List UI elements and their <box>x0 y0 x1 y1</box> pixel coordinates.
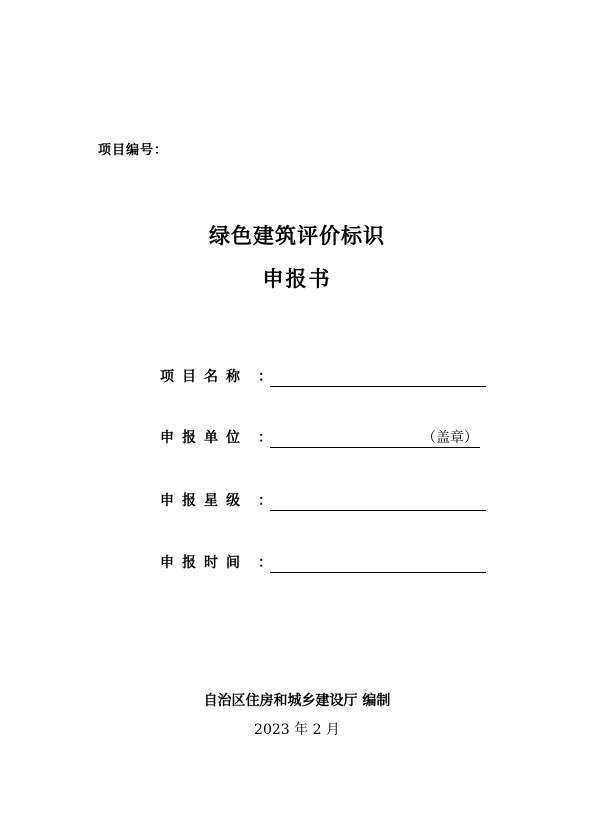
application-date-colon: ： <box>258 555 272 571</box>
project-name-label: 项目名称 <box>160 369 248 385</box>
seal-note: （盖章） <box>422 430 478 446</box>
project-number-label: 项目编号： <box>98 143 169 158</box>
compiling-organization: 自治区住房和城乡建设厅 编制 <box>203 693 391 709</box>
star-level-field <box>160 492 490 514</box>
document-subtitle: 申报书 <box>262 267 332 291</box>
star-level-label: 申报星级 <box>160 493 248 509</box>
applicant-unit-label: 申报单位 <box>160 430 248 446</box>
application-date-blank <box>270 554 486 573</box>
applicant-unit-colon: ： <box>258 430 272 446</box>
applicant-unit-field <box>160 429 490 451</box>
application-date-label: 申报时间 <box>160 555 248 571</box>
star-level-colon: ： <box>258 493 272 509</box>
star-level-blank <box>270 492 486 511</box>
project-name-blank <box>270 368 486 387</box>
document-title: 绿色建筑评价标识 <box>209 224 385 248</box>
application-date-field <box>160 554 490 576</box>
project-name-colon: ： <box>258 369 272 385</box>
compile-date: 2023 年 2 月 <box>254 722 340 738</box>
project-name-field <box>160 368 490 390</box>
